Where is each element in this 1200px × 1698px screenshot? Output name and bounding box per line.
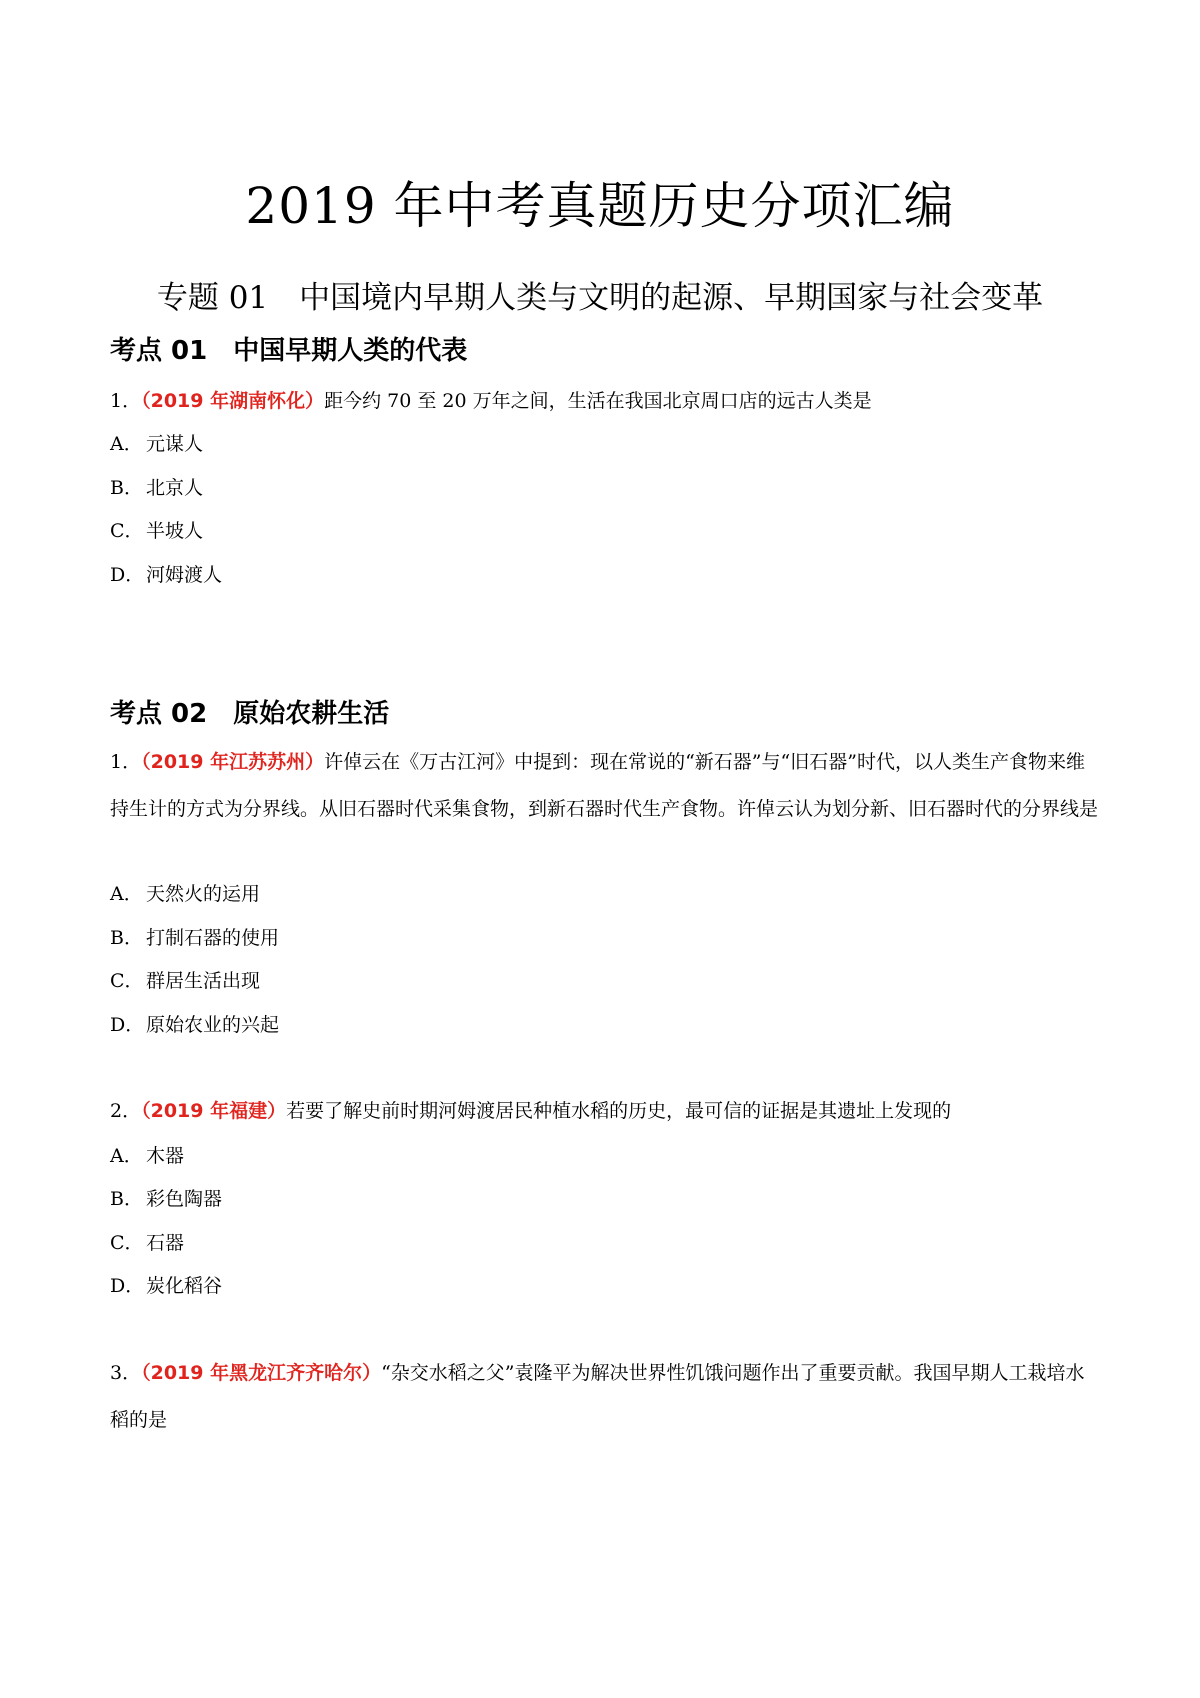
- option: [110, 429, 203, 459]
- option: [110, 1141, 184, 1171]
- question-stem: 许倬云在《万古江河》中提到：现在常说的“新石器”与“旧石器”时代，以人类生产食物来维持生计的方式为分界线。从旧石器时代采集食物，到新石器时代生产食物。许倬云认为划分新、旧石器时代的分界线是: [110, 751, 1099, 820]
- option: [110, 473, 203, 503]
- option: [110, 1228, 184, 1258]
- option: [110, 923, 279, 953]
- option-text: 木器: [146, 1145, 185, 1167]
- page-title: 2019 年中考真题历史分项汇编: [245, 177, 955, 235]
- question-source: （2019 年湖南怀化）: [141, 390, 325, 412]
- option: [110, 966, 260, 996]
- option-letter: C．: [110, 970, 144, 992]
- option-text: 群居生活出现: [146, 970, 261, 992]
- question: [110, 378, 1100, 425]
- option: [110, 1184, 222, 1214]
- question-source: （2019 年福建）: [141, 1100, 287, 1122]
- question: [110, 1088, 1100, 1135]
- option-letter: B．: [110, 927, 143, 949]
- option-text: 河姆渡人: [146, 564, 223, 586]
- option-text: 天然火的运用: [146, 883, 261, 905]
- question: [110, 739, 1100, 833]
- page-subtitle: 专题 01 中国境内早期人类与文明的起源、早期国家与社会变革: [156, 280, 1044, 316]
- option-letter: C．: [110, 520, 144, 542]
- question-stem: 若要了解史前时期河姆渡居民种植水稻的历史，最可信的证据是其遗址上发现的: [286, 1100, 952, 1122]
- section-heading: 考点 02 原始农耕生活: [110, 699, 390, 729]
- option-text: 原始农业的兴起: [146, 1014, 280, 1036]
- option: [110, 1010, 279, 1040]
- option-letter: D．: [110, 564, 145, 586]
- option-text: 炭化稻谷: [146, 1275, 223, 1297]
- option-text: 打制石器的使用: [146, 927, 280, 949]
- option-text: 北京人: [146, 477, 204, 499]
- option-letter: A．: [110, 1145, 143, 1167]
- option-letter: D．: [110, 1275, 145, 1297]
- question-number: 2．: [110, 1100, 142, 1122]
- option-text: 彩色陶器: [146, 1188, 223, 1210]
- question-stem: “杂交水稻之父”袁隆平为解决世界性饥饿问题作出了重要贡献。我国早期人工栽培水稻的是: [110, 1362, 1085, 1431]
- option-letter: B．: [110, 477, 143, 499]
- option: [110, 560, 222, 590]
- question-source: （2019 年江苏苏州）: [141, 751, 325, 773]
- question-number: 1．: [110, 751, 142, 773]
- question-source: （2019 年黑龙江齐齐哈尔）: [141, 1362, 382, 1384]
- question: [110, 1350, 1100, 1444]
- option-text: 半坡人: [146, 520, 204, 542]
- question-number: 3．: [110, 1362, 142, 1384]
- option-letter: A．: [110, 433, 143, 455]
- option-letter: A．: [110, 883, 143, 905]
- option-letter: D．: [110, 1014, 145, 1036]
- option-letter: C．: [110, 1232, 144, 1254]
- option: [110, 879, 260, 909]
- option-text: 元谋人: [146, 433, 204, 455]
- question-stem: 距今约 70 至 20 万年之间，生活在我国北京周口店的远古人类是: [324, 390, 872, 412]
- option-text: 石器: [146, 1232, 185, 1254]
- option-letter: B．: [110, 1188, 143, 1210]
- option: [110, 1271, 222, 1301]
- section-heading: 考点 01 中国早期人类的代表: [110, 336, 468, 366]
- option: [110, 516, 203, 546]
- question-number: 1．: [110, 390, 142, 412]
